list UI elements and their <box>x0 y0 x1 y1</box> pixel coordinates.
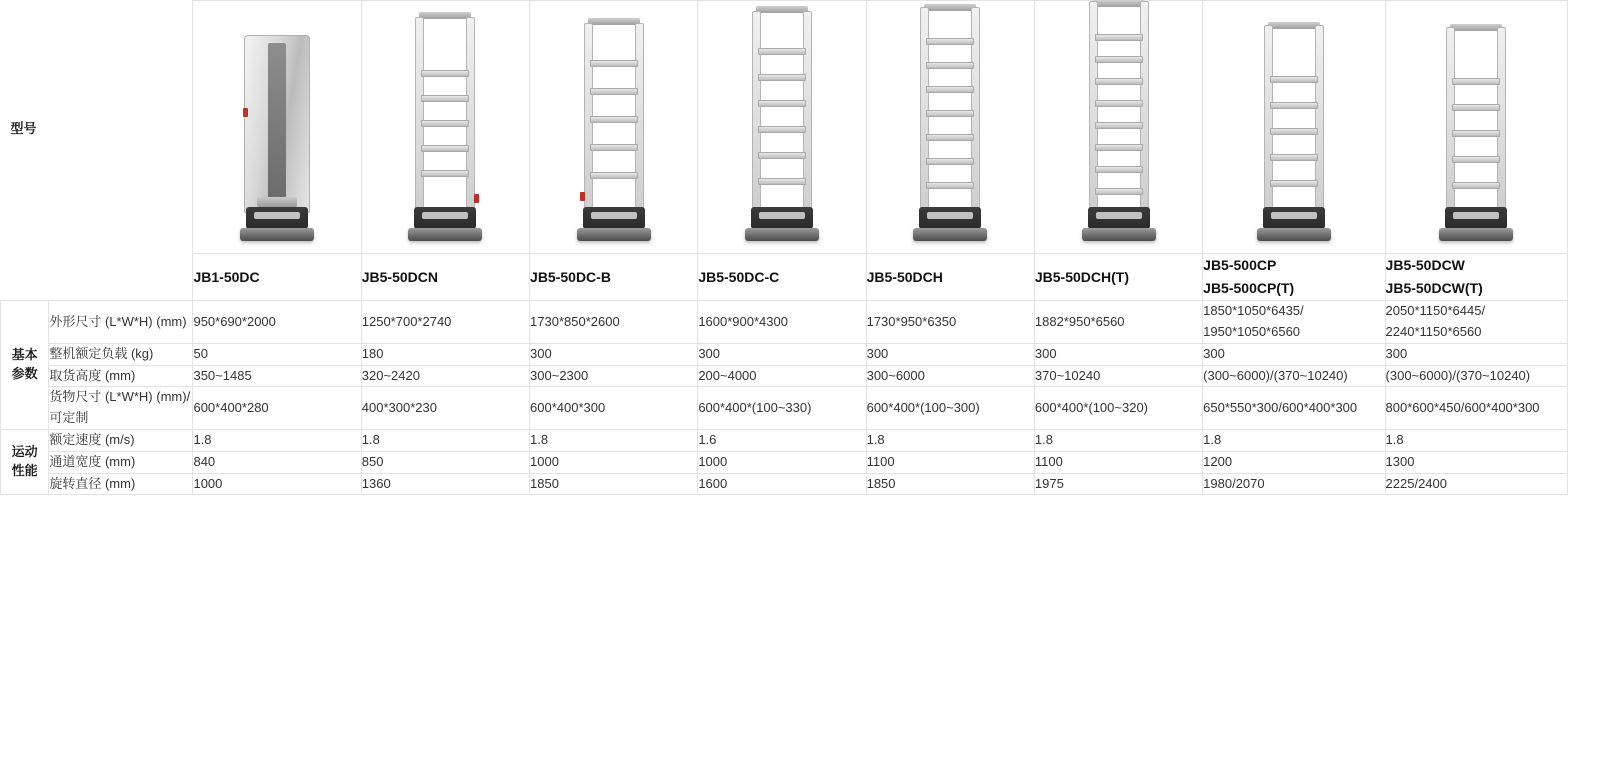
param-value: 1730*950*6350 <box>866 301 1034 344</box>
model-name: JB5-50DCH(T) <box>1034 268 1129 285</box>
param-label: 旋转直径 (mm) <box>49 473 193 495</box>
param-value: 300 <box>698 343 866 365</box>
robot-mast-icon <box>554 7 674 247</box>
model-name-cell <box>361 254 529 301</box>
model-row-label: 型号 <box>10 120 37 136</box>
param-value: 300 <box>1385 343 1567 365</box>
model-name: JB5-50DC-B <box>530 268 611 285</box>
param-label: 取货高度 (mm) <box>49 365 193 387</box>
model-image-cell <box>1203 1 1385 254</box>
param-label: 通道宽度 (mm) <box>49 451 193 473</box>
model-name: JB5-50DC-C <box>698 268 780 285</box>
table-row <box>1 451 1568 473</box>
table-row <box>1 473 1568 495</box>
model-image-cell <box>1385 1 1567 254</box>
param-value: 1.6 <box>698 429 866 451</box>
robot-mast-tall-icon <box>1059 7 1179 247</box>
param-value: 650*550*300/600*400*300 <box>1203 387 1385 430</box>
param-value: 300 <box>1203 343 1385 365</box>
robot-mast-icon <box>1416 7 1536 247</box>
table-row-model-names <box>1 254 1568 301</box>
param-value: 1000 <box>698 451 866 473</box>
param-value: 200~4000 <box>698 365 866 387</box>
param-value: 1975 <box>1034 473 1202 495</box>
group-label-line2: 参数 <box>11 366 38 382</box>
model-name: JB5-50DCH <box>866 268 943 285</box>
param-value: 1250*700*2740 <box>361 301 529 344</box>
table-row-images <box>1 1 1568 254</box>
param-label: 额定速度 (m/s) <box>49 429 193 451</box>
group-label-motion <box>1 429 49 494</box>
group-label-line1: 运动 <box>11 444 38 460</box>
param-value: 600*400*300 <box>530 387 698 430</box>
param-label: 整机额定负载 (kg) <box>49 343 193 365</box>
model-image-cell <box>193 1 361 254</box>
model-name: JB5-50DCW <box>1385 257 1465 273</box>
param-value: 1882*950*6560 <box>1034 301 1202 344</box>
param-value: 370~10240 <box>1034 365 1202 387</box>
param-value: 1000 <box>530 451 698 473</box>
param-value: 800*600*450/600*400*300 <box>1385 387 1567 430</box>
param-value: (300~6000)/(370~10240) <box>1385 365 1567 387</box>
group-label-line2: 性能 <box>11 463 38 479</box>
param-value: 600*400*(100~320) <box>1034 387 1202 430</box>
model-name-cell <box>1034 254 1202 301</box>
param-value: 950*690*2000 <box>193 301 361 344</box>
param-value: 180 <box>361 343 529 365</box>
table-row <box>1 387 1568 430</box>
model-image-cell <box>698 1 866 254</box>
param-label: 货物尺寸 (L*W*H) (mm)/ 可定制 <box>49 387 193 430</box>
param-value: 1200 <box>1203 451 1385 473</box>
param-value: 600*400*280 <box>193 387 361 430</box>
model-name-cell <box>530 254 698 301</box>
param-value: 300 <box>866 343 1034 365</box>
param-value: 1100 <box>1034 451 1202 473</box>
param-value: (300~6000)/(370~10240) <box>1203 365 1385 387</box>
robot-mast-icon <box>1234 7 1354 247</box>
model-name: JB1-50DC <box>193 268 260 285</box>
table-row <box>1 343 1568 365</box>
robot-cabinet-icon <box>217 7 337 247</box>
robot-mast-icon <box>722 7 842 247</box>
param-value: 1300 <box>1385 451 1567 473</box>
param-value: 1600*900*4300 <box>698 301 866 344</box>
param-value: 1.8 <box>361 429 529 451</box>
model-image-cell <box>530 1 698 254</box>
param-value: 2225/2400 <box>1385 473 1567 495</box>
param-value: 350~1485 <box>193 365 361 387</box>
table-row <box>1 429 1568 451</box>
param-value: 600*400*(100~330) <box>698 387 866 430</box>
param-value: 1850 <box>866 473 1034 495</box>
table-row <box>1 301 1568 344</box>
param-value: 400*300*230 <box>361 387 529 430</box>
model-name-cell <box>1385 254 1567 301</box>
model-name-cell <box>866 254 1034 301</box>
model-name-cell <box>698 254 866 301</box>
table-row <box>1 365 1568 387</box>
param-value: 300~2300 <box>530 365 698 387</box>
model-name: JB5-500CP <box>1203 257 1277 273</box>
param-value: 1.8 <box>530 429 698 451</box>
param-value: 2050*1150*6445/ 2240*1150*6560 <box>1385 301 1567 344</box>
param-label: 外形尺寸 (L*W*H) (mm) <box>49 301 193 344</box>
model-image-cell <box>1034 1 1202 254</box>
spacer-cell <box>1 254 193 301</box>
robot-mast-icon <box>385 7 505 247</box>
param-value: 1850 <box>530 473 698 495</box>
param-value: 1.8 <box>193 429 361 451</box>
model-name-cell <box>1203 254 1385 301</box>
param-value: 1.8 <box>1385 429 1567 451</box>
group-label-line1: 基本 <box>11 347 38 363</box>
param-value: 1850*1050*6435/ 1950*1050*6560 <box>1203 301 1385 344</box>
model-image-cell <box>866 1 1034 254</box>
model-name-alt: JB5-50DCW(T) <box>1385 280 1483 297</box>
param-value: 1.8 <box>1034 429 1202 451</box>
param-value: 1.8 <box>866 429 1034 451</box>
param-value: 300 <box>530 343 698 365</box>
param-value: 1980/2070 <box>1203 473 1385 495</box>
param-value: 1730*850*2600 <box>530 301 698 344</box>
param-value: 300 <box>1034 343 1202 365</box>
model-name: JB5-50DCN <box>361 268 438 285</box>
param-value: 840 <box>193 451 361 473</box>
param-value: 850 <box>361 451 529 473</box>
robot-mast-icon <box>890 7 1010 247</box>
model-image-cell <box>361 1 529 254</box>
param-value: 320~2420 <box>361 365 529 387</box>
param-value: 300~6000 <box>866 365 1034 387</box>
param-value: 50 <box>193 343 361 365</box>
param-value: 1100 <box>866 451 1034 473</box>
group-label-basic <box>1 301 49 430</box>
model-row-label-cell <box>1 1 193 254</box>
param-value: 600*400*(100~300) <box>866 387 1034 430</box>
param-value: 1360 <box>361 473 529 495</box>
model-name-alt: JB5-500CP(T) <box>1203 280 1295 297</box>
param-value: 1000 <box>193 473 361 495</box>
param-value: 1600 <box>698 473 866 495</box>
param-value: 1.8 <box>1203 429 1385 451</box>
model-name-cell <box>193 254 361 301</box>
